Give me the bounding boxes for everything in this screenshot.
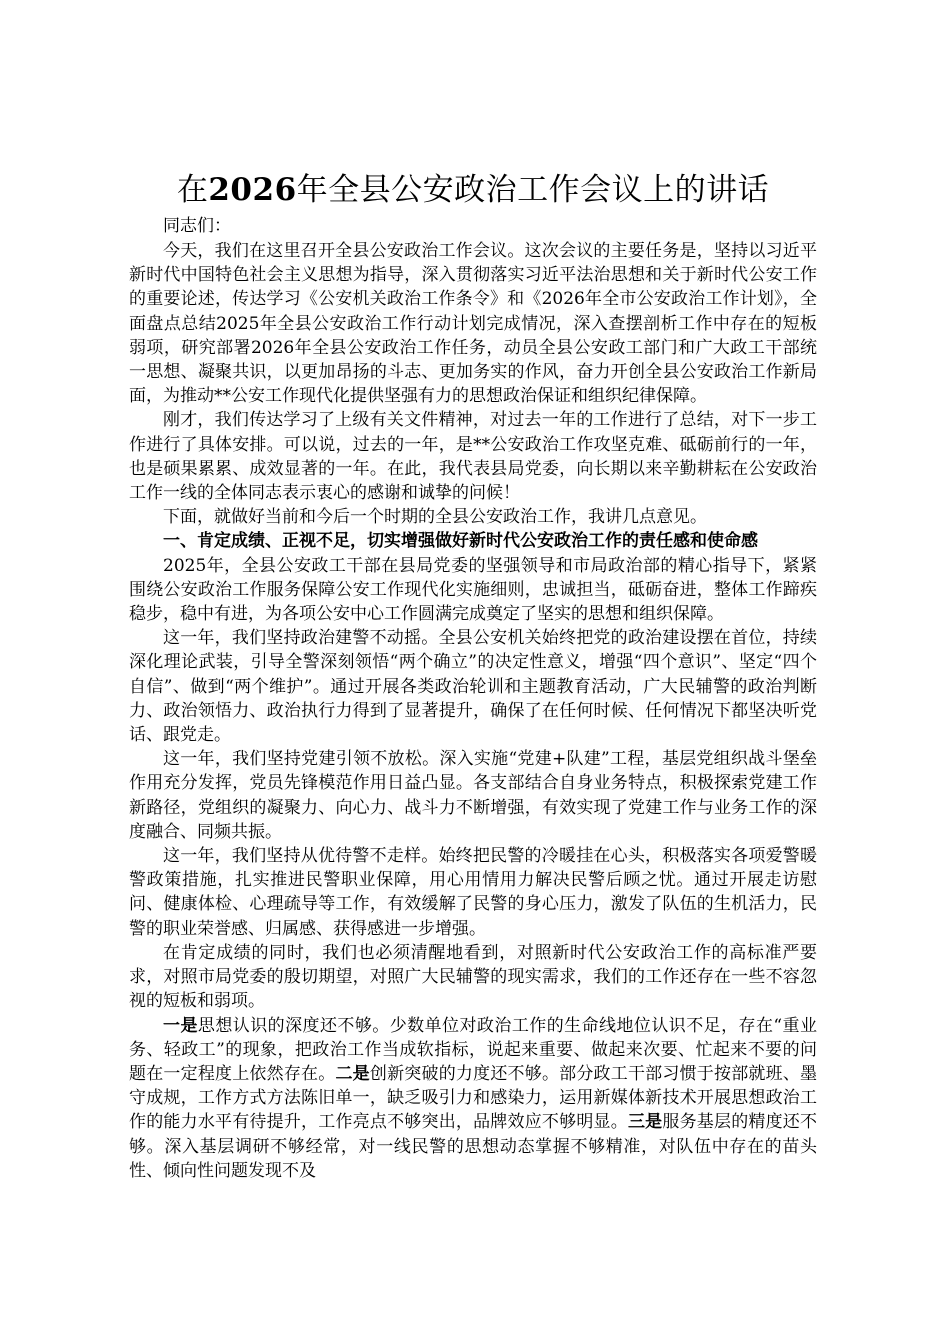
title-prefix: 在 <box>176 172 209 208</box>
issues-paragraph <box>129 1014 817 1183</box>
title-suffix: 年全县公安政治工作会议上的讲话 <box>296 172 770 208</box>
issue-lead: 三是 <box>627 1112 663 1133</box>
section-heading: 一、肯定成绩、正视不足，切实增强做好新时代公安政治工作的责任感和使命感 <box>163 531 758 552</box>
issue-text: 服务基层的精度还不够。深入基层调研不够经常，对一线民警的思想动态掌握不够精准，对队伍中存在的苗头性、倾向性问题发现不及 <box>129 1112 818 1181</box>
section-paragraph: 这一年，我们坚持从优待警不走样。始终把民警的冷暖挂在心头，积极落实各项爱警暖警政策措施，扎实推进民警职业保障，用心用情用力解决民警后顾之忧。通过开展走访慰问、健康体检、心理疏导等工作，有效缓解了民警的身心压力，激发了队伍的生机活力，民警的职业荣誉感、归属感、获得感进一步增强。 <box>129 846 817 939</box>
issue-text: 创新突破的力度还不够。部分政工干部习惯于按部就班、墨守成规，工作方式方法陈旧单一，缺乏吸引力和感染力，运用新媒体新技术开展思想政治工作的能力水平有待提升，工作亮点不够突出，品牌效应不够明显。 <box>129 1063 818 1133</box>
intro-paragraph: 今天，我们在这里召开全县公安政治工作会议。这次会议的主要任务是，坚持以习近平新时代中国特色社会主义思想为指导，深入贯彻落实习近平法治思想和关于新时代公安工作的重要论述，传达学习《公安机关政治工作条令》和《2026年全市公安政治工作计划》，全面盘点总结2025年全县公安政治工作行动计划完成情况，深入查摆剖析工作中存在的短板弱项，研究部署2026年全县公安政治工作任务，动员全县公安政工部门和广大政工干部统一思想、凝聚共识，以更加昂扬的斗志、更加务实的作风，奋力开创全县公安政治工作新局面，为推动**公安工作现代化提供坚强有力的思想政治保证和组织纪律保障。 <box>129 241 817 407</box>
issue-lead: 一是 <box>163 1015 198 1036</box>
section-paragraph: 2025年，全县公安政工干部在县局党委的坚强领导和市局政治部的精心指导下，紧紧围绕公安政治工作服务保障公安工作现代化实施细则，忠诚担当，砥砺奋进，整体工作蹄疾稳步，稳中有进，为各项公安中心工作圆满完成奠定了坚实的思想和组织保障。 <box>129 555 817 625</box>
section-paragraph: 这一年，我们坚持政治建警不动摇。全县公安机关始终把党的政治建设摆在首位，持续深化理论武装，引导全警深刻领悟“两个确立”的决定性意义，增强“四个意识”、坚定“四个自信”、做到“两个维护”。通过开展各类政治轮训和主题教育活动，广大民辅警的政治判断力、政治领悟力、政治执行力得到了显著提升，确保了在任何时候、任何情况下都坚决听党话、跟党走。 <box>129 628 817 746</box>
title-year: 2026 <box>208 172 297 208</box>
intro-paragraph: 下面，就做好当前和今后一个时期的全县公安政治工作，我讲几点意见。 <box>163 507 707 528</box>
section-paragraph: 在肯定成绩的同时，我们也必须清醒地看到，对照新时代公安政治工作的高标准严要求，对照市局党委的殷切期望，对照广大民辅警的现实需求，我们的工作还存在一些不容忽视的短板和弱项。 <box>129 942 817 1012</box>
intro-paragraph: 刚才，我们传达学习了上级有关文件精神，对过去一年的工作进行了总结，对下一步工作进行了具体安排。可以说，过去的一年，是**公安政治工作攻坚克难、砥砺前行的一年，也是硕果累累、成效显著的一年。在此，我代表县局党委，向长期以来辛勤耕耘在公安政治工作一线的全体同志表示衷心的感谢和诚挚的问候！ <box>129 410 817 504</box>
issue-lead: 二是 <box>335 1063 370 1084</box>
document-title <box>129 168 817 212</box>
section-paragraph: 这一年，我们坚持党建引领不放松。深入实施“党建+队建”工程，基层党组织战斗堡垒作用充分发挥，党员先锋模范作用日益凸显。各支部结合自身业务特点，积极探索党建工作新路径，党组织的凝聚力、向心力、战斗力不断增强，有效实现了党建工作与业务工作的深度融合、同频共振。 <box>129 749 817 842</box>
issue-text: 思想认识的深度还不够。少数单位对政治工作的生命线地位认识不足，存在“重业务、轻政工”的现象，把政治工作当成软指标，说起来重要、做起来次要、忙起来不要的问题在一定程度上依然存在。 <box>129 1015 817 1084</box>
salutation: 同志们： <box>163 216 231 236</box>
